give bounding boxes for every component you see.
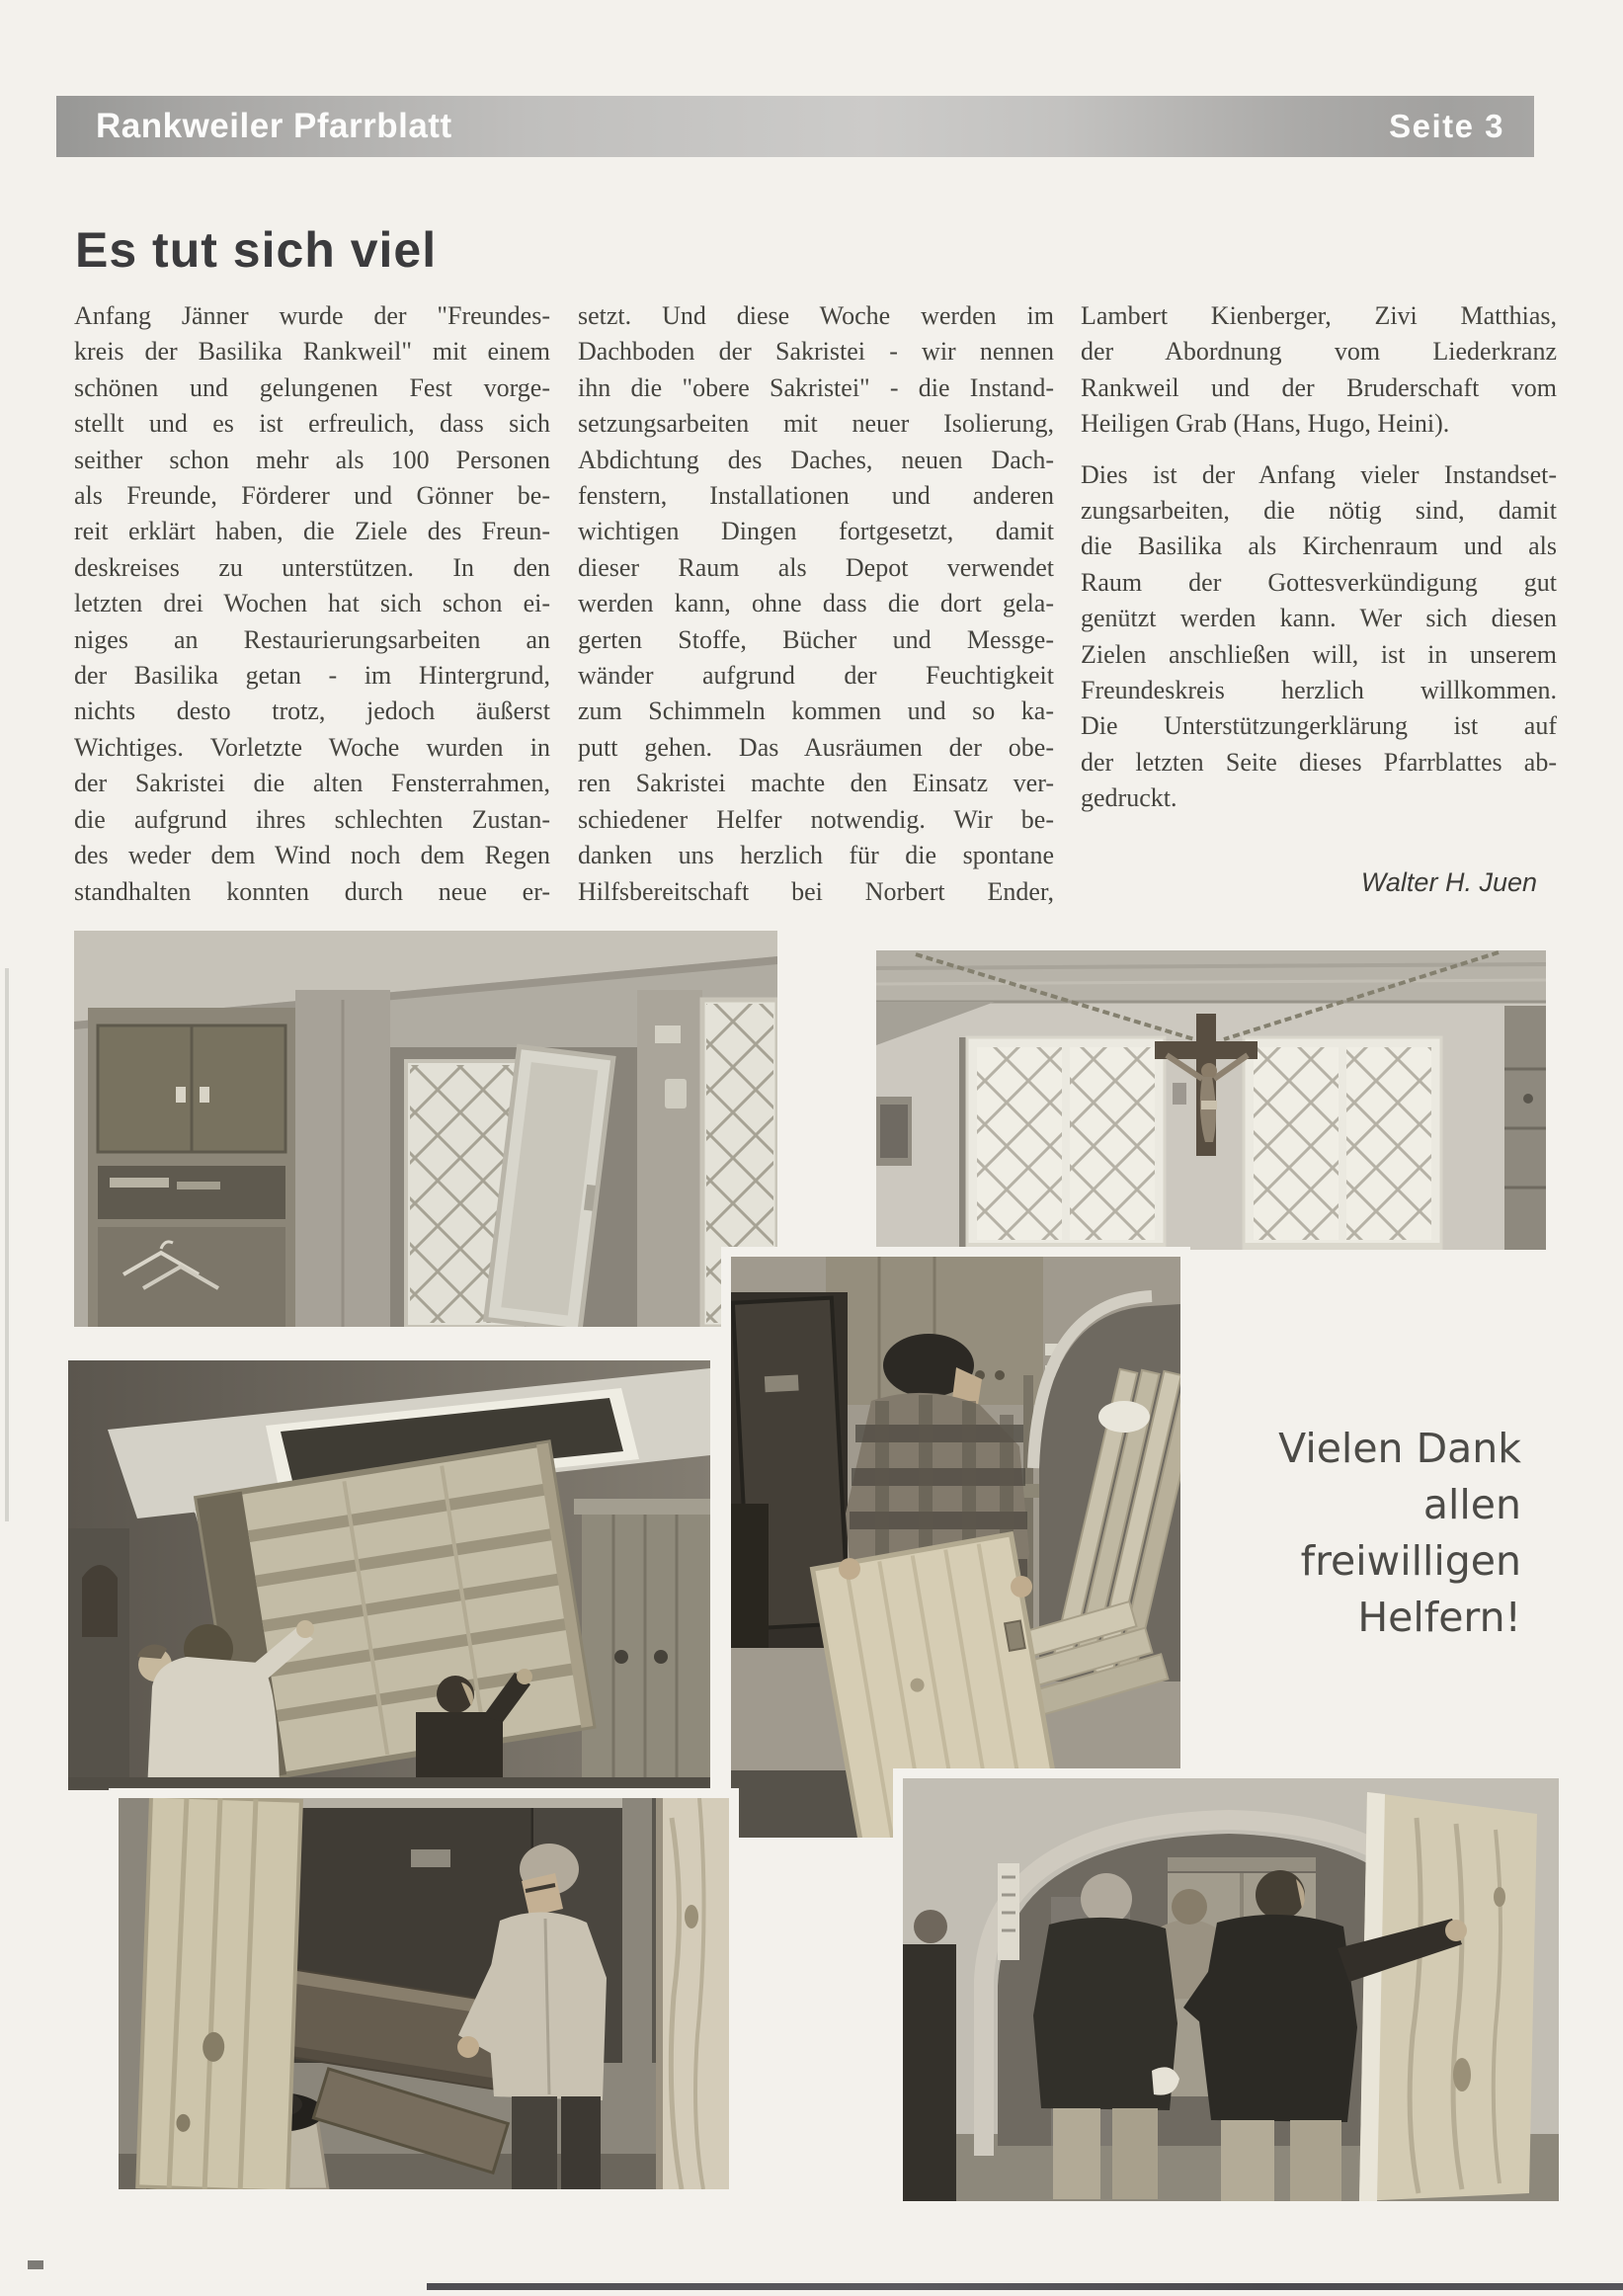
text-line: niges an Restaurierungsarbeiten an (74, 624, 550, 654)
text-line: gedruckt. (1081, 783, 1177, 813)
text-line: nichts desto trotz, jedoch äußerst (74, 697, 550, 726)
photo-window-installation-image (74, 931, 777, 1327)
photo-group-at-arch-image (903, 1778, 1559, 2201)
text-line: werden kann, ohne dass die dort gela- (578, 589, 1054, 618)
text-line: Raum der Gottesverkündigung gut (1081, 567, 1557, 597)
text-line: ihn die "obere Sakristei" - die Instand- (578, 372, 1054, 402)
text-line: Wichtiges. Vorletzte Woche wurden in (74, 732, 550, 762)
text-line: reit erklärt haben, die Ziele des Freun- (74, 517, 550, 546)
article-title: Es tut sich viel (75, 222, 438, 278)
photo-carrying-board (731, 1257, 1180, 1838)
text-line: Die Unterstützungerklärung ist auf (1081, 711, 1557, 741)
paragraph (1081, 298, 1557, 443)
page-number-label: Seite 3 (1389, 108, 1504, 144)
text-line: Rankweil und der Bruderschaft vom (1081, 372, 1557, 402)
text-line: standhalten konnten durch neue er- (74, 876, 550, 906)
text-line: Hilfsbereitschaft bei Norbert Ender, (578, 876, 1054, 906)
photo-carrying-board-image (731, 1257, 1180, 1838)
article-column-2 (578, 298, 1054, 925)
newsletter-title: Rankweiler Pfarrblatt (96, 107, 452, 145)
header-bar (56, 96, 1534, 157)
photo-sacristy-crucifix (876, 950, 1546, 1250)
text-line: wichtigen Dingen fortgesetzt, damit (578, 517, 1054, 546)
text-line: die Basilika als Kirchenraum und als (1081, 532, 1557, 561)
article-column-1 (74, 298, 550, 925)
text-line: setzungsarbeiten mit neuer Isolierung, (578, 409, 1054, 439)
text-line: Anfang Jänner wurde der "Freundes- (74, 301, 550, 330)
text-line: des weder dem Wind noch dem Regen (74, 841, 550, 870)
text-line: gerten Stoffe, Bücher und Messge- (578, 624, 1054, 654)
author-signature: Walter H. Juen (1360, 867, 1537, 897)
text-line: Zielen anschließen will, ist in unserem (1081, 639, 1557, 669)
note-line: allen (1422, 1481, 1521, 1528)
text-line: als Freunde, Förderer und Gönner be- (74, 481, 550, 511)
text-line: schiedener Helfer notwendig. Wir be- (578, 804, 1054, 834)
article-column-3 (1081, 298, 1557, 832)
text-line: danken uns herzlich für die spontane (578, 841, 1054, 870)
note-line: freiwilligen (1300, 1537, 1521, 1585)
text-line: Dies ist der Anfang vieler Instandset- (1081, 459, 1557, 489)
text-line: letzten drei Wochen hat sich schon ei- (74, 589, 550, 618)
text-line: genützt werden kann. Wer sich diesen (1081, 604, 1557, 633)
scan-artifact-line (427, 2283, 1623, 2290)
photo-window-installation (74, 931, 777, 1327)
thanks-note (1185, 1421, 1521, 1646)
scan-artifact-streak (5, 968, 9, 1521)
photo-shelf-through-ceiling (68, 1360, 710, 1790)
photo-group-at-arch (903, 1778, 1559, 2201)
text-line: der Basilika getan - im Hintergrund, (74, 661, 550, 691)
text-line: Abdichtung des Daches, neuen Dach- (578, 445, 1054, 474)
text-line: fenstern, Installationen und anderen (578, 481, 1054, 511)
text-line: Dachboden der Sakristei - wir nennen (578, 337, 1054, 367)
photo-carrying-cabinet (119, 1798, 729, 2189)
scan-artifact-mark (28, 2260, 43, 2269)
paragraph (1081, 457, 1557, 817)
text-line: Lambert Kienberger, Zivi Matthias, (1081, 301, 1557, 330)
text-line: setzt. Und diese Woche werden im (578, 301, 1054, 330)
text-line: Freundeskreis herzlich willkommen. (1081, 676, 1557, 705)
text-line: kreis der Basilika Rankweil" mit einem (74, 337, 550, 367)
photo-sacristy-crucifix-image (876, 950, 1546, 1250)
text-line: der letzten Seite dieses Pfarrblattes ab- (1081, 747, 1557, 777)
text-line: seither schon mehr als 100 Personen (74, 445, 550, 474)
text-line: ren Sakristei machte den Einsatz ver- (578, 769, 1054, 798)
paragraph (74, 298, 550, 910)
text-line: Heiligen Grab (Hans, Hugo, Heini). (1081, 409, 1450, 439)
note-line: Vielen Dank (1278, 1425, 1521, 1472)
note-line: Helfern! (1357, 1594, 1521, 1641)
text-line: der Sakristei die alten Fensterrahmen, (74, 769, 550, 798)
text-line: der Abordnung vom Liederkranz (1081, 337, 1557, 367)
text-line: dieser Raum als Depot verwendet (578, 552, 1054, 582)
text-line: die aufgrund ihres schlechten Zustan- (74, 804, 550, 834)
photo-carrying-cabinet-image (119, 1798, 729, 2189)
paragraph (578, 298, 1054, 910)
text-line: zungsarbeiten, die nötig sind, damit (1081, 496, 1557, 526)
text-line: putt gehen. Das Ausräumen der obe- (578, 732, 1054, 762)
text-line: stellt und es ist erfreulich, dass sich (74, 409, 550, 439)
text-line: zum Schimmeln kommen und so ka- (578, 697, 1054, 726)
text-line: deskreises zu unterstützen. In den (74, 552, 550, 582)
text-line: wänder aufgrund der Feuchtigkeit (578, 661, 1054, 691)
text-line: schönen und gelungenen Fest vorge- (74, 372, 550, 402)
photo-shelf-through-ceiling-image (68, 1360, 710, 1790)
